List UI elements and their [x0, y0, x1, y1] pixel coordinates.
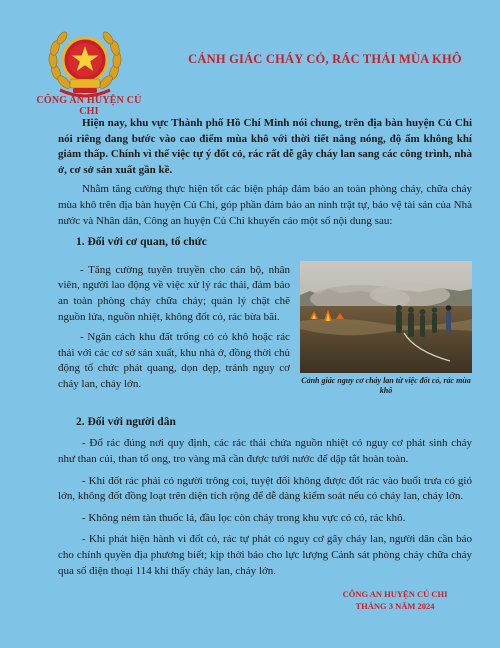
- list-item: - Không ném tàn thuốc lá, đầu lọc còn cháy trong khu vực có cỏ, rác khô.: [82, 511, 406, 524]
- lead-paragraph: Hiện nay, khu vực Thành phố Hồ Chí Minh nói chung, trên địa bàn huyện Củ Chi nói riêng đang bước vào cao điểm mùa khô với thời tiết nắng nóng, độ ẩm không khí giảm thấp. Chính vì thế việc tự ý đốt cỏ, rác rất dễ gây cháy lan sang các công trình, nhà ở, cơ sở sản xuất gần kề.: [58, 117, 472, 176]
- signature-org: CÔNG AN HUYỆN CỦ CHI: [342, 589, 448, 599]
- section-organizations: [58, 255, 472, 409]
- section-organizations-text: [58, 255, 290, 393]
- signature-block: [320, 588, 470, 612]
- list-item: - Khi phát hiện hành vi đốt cỏ, rác tự phát có nguy cơ gây cháy lan, người dân cần báo cho chính quyền địa phương biết; kịp thời báo cho lực lượng Cảnh sát phòng cháy chữa cháy qua số điện thoại 114 khi thấy cháy lan, cháy lớn.: [58, 533, 472, 577]
- section-residents: [58, 415, 472, 579]
- grass-fire-photo: [300, 261, 472, 373]
- list-item: - Tăng cường tuyên truyền cho cán bộ, nhân viên, người lao động về việc xử lý rác thải, đảm bảo an toàn phòng cháy chữa cháy; quản lý chặt chẽ nguồn lửa, nguồn nhiệt, không đốt cỏ, rác bừa bãi.: [58, 263, 290, 323]
- article: [58, 116, 472, 579]
- section-heading-organizations: 1. Đối với cơ quan, tổ chức: [76, 236, 207, 249]
- header: [0, 0, 500, 116]
- intro-paragraph: Nhằm tăng cường thực hiện tốt các biện pháp đảm bảo an toàn phòng cháy, chữa cháy mùa khô trên địa bàn huyện Củ Chi, góp phần đảm bảo an ninh trật tự, bảo vệ tài sản của Nhà nước và Nhân dân, Công an huyện Củ Chi khuyến cáo một số nội dung sau:: [58, 183, 472, 227]
- section-heading-residents: 2. Đối với người dân: [76, 415, 176, 428]
- list-item: - Đổ rác đúng nơi quy định, các rác thải chứa nguồn nhiệt có nguy cơ phát sinh cháy như than củi, than tổ ong, tro vàng mã cần được tưới nước để dập tắt hoàn toàn.: [58, 437, 472, 465]
- police-emblem-icon: [40, 24, 130, 104]
- list-item: - Ngăn cách khu đất trống có cỏ khô hoặc rác thải với các cơ sở sản xuất, khu nhà ở, đồng thời chủ động tổ chức phát quang, dọn dẹp, tránh nguy cơ cháy lan, cháy lớn.: [58, 331, 290, 390]
- photo-caption: Cảnh giác nguy cơ cháy lan từ việc đốt cỏ, rác mùa khô: [301, 375, 471, 395]
- photo-figure: [300, 261, 472, 396]
- unit-label: CÔNG AN HUYỆN CỦ CHI: [36, 95, 142, 117]
- list-item: - Khi đốt rác phải có người trông coi, tuyệt đối không được đốt rác vào buổi trưa có gió lớn, không đốt đồng loạt trên diện tích rộng để dễ dàng kiểm soát nếu có cháy lan, cháy lớn.: [58, 474, 472, 503]
- page-title: CẢNH GIÁC CHÁY CỎ, RÁC THẢI MÙA KHÔ: [188, 52, 462, 66]
- signature-date: THÁNG 3 NĂM 2024: [355, 601, 435, 611]
